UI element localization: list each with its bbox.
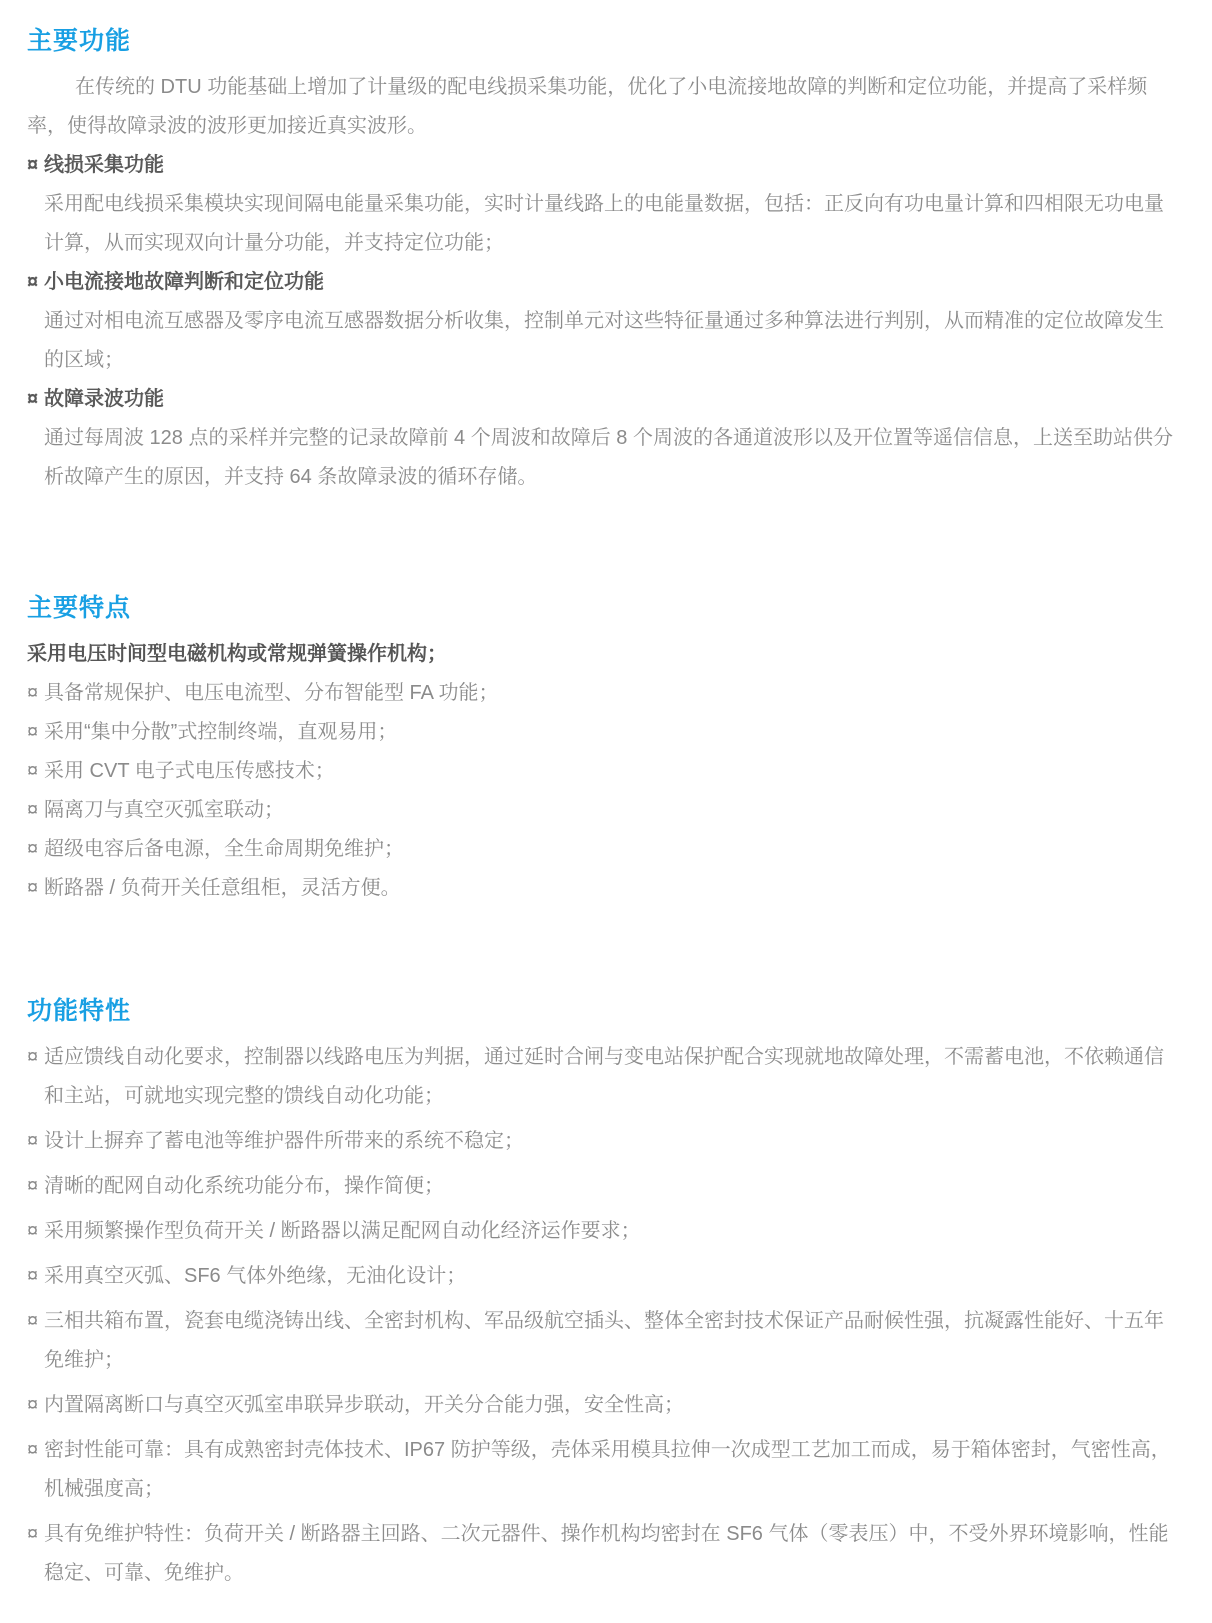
feature-paragraph: 通过每周波 128 点的采样并完整的记录故障前 4 个周波和故障后 8 个周波的各通道波形以及开位置等遥信信息，上送至助站供分析故障产生的原因，并支持 64 条故障录波的循环存储。 xyxy=(44,427,1173,488)
bullet-text: 密封性能可靠：具有成熟密封壳体技术、IP67 防护等级，壳体采用模具拉伸一次成型工艺加工而成，易于箱体密封，气密性高，机械强度高； xyxy=(44,1439,1171,1500)
bullet-item xyxy=(27,752,1182,791)
bullet-marker: ¤ xyxy=(27,388,39,410)
bullet-marker: ¤ xyxy=(27,877,39,899)
bullet-text: 采用 CVT 电子式电压传感技术； xyxy=(44,760,335,782)
bullet-item xyxy=(27,713,1182,752)
bullet-text: 具有免维护特性：负荷开关 / 断路器主回路、二次元器件、操作机构均密封在 SF6 气体（零表压）中，不受外界环境影响，性能稳定、可靠、免维护。 xyxy=(44,1523,1169,1584)
intro-paragraph: 在传统的 DTU 功能基础上增加了计量级的配电线损采集功能，优化了小电流接地故障的判断和定位功能，并提高了采样频率，使得故障录波的波形更加接近真实波形。 xyxy=(27,76,1148,137)
bullet-marker: ¤ xyxy=(27,838,39,860)
feature-subheading-text: 线损采集功能 xyxy=(44,154,164,176)
bullet-marker: ¤ xyxy=(27,1130,39,1152)
bullet-marker: ¤ xyxy=(27,1265,39,1287)
bullet-item xyxy=(27,1212,1182,1251)
bullet-text: 采用真空灭弧、SF6 气体外绝缘，无油化设计； xyxy=(44,1265,467,1287)
bullet-marker: ¤ xyxy=(27,1046,39,1068)
feature-subheading xyxy=(27,380,1182,419)
bullet-text: 三相共箱布置，瓷套电缆浇铸出线、全密封机构、军品级航空插头、整体全密封技术保证产品耐候性强，抗凝露性能好、十五年免维护； xyxy=(44,1310,1164,1371)
feature-subheading-text: 小电流接地故障判断和定位功能 xyxy=(44,271,324,293)
bullet-text: 内置隔离断口与真空灭弧室串联异步联动，开关分合能力强，安全性高； xyxy=(44,1394,684,1416)
bullet-list xyxy=(27,1038,1182,1593)
bullet-text: 具备常规保护、电压电流型、分布智能型 FA 功能； xyxy=(44,682,499,704)
bullet-text: 采用频繁操作型负荷开关 / 断路器以满足配网自动化经济运作要求； xyxy=(44,1220,641,1242)
bullet-text: 适应馈线自动化要求，控制器以线路电压为判据，通过延时合闸与变电站保护配合实现就地故障处理，不需蓄电池，不依赖通信和主站，可就地实现完整的馈线自动化功能； xyxy=(44,1046,1164,1107)
section-title: 功能特性 xyxy=(27,997,132,1025)
bullet-marker: ¤ xyxy=(27,1439,39,1461)
bullet-marker: ¤ xyxy=(27,1394,39,1416)
feature-subheading-text: 故障录波功能 xyxy=(44,388,164,410)
bullet-text: 超级电容后备电源，全生命周期免维护； xyxy=(44,838,404,860)
bullet-text: 设计上摒弃了蓄电池等维护器件所带来的系统不稳定； xyxy=(44,1130,524,1152)
bullet-marker: ¤ xyxy=(27,1220,39,1242)
bullet-marker: ¤ xyxy=(27,154,39,176)
feature-subheading xyxy=(27,263,1182,302)
bullet-marker: ¤ xyxy=(27,799,39,821)
lead-line: 采用电压时间型电磁机构或常规弹簧操作机构； xyxy=(27,643,447,665)
section-main-functions xyxy=(27,26,1182,497)
bullet-marker: ¤ xyxy=(27,1523,39,1545)
bullet-text: 清晰的配网自动化系统功能分布，操作简便； xyxy=(44,1175,444,1197)
bullet-marker: ¤ xyxy=(27,760,39,782)
bullet-marker: ¤ xyxy=(27,721,39,743)
section-main-features xyxy=(27,593,1182,908)
feature-paragraph: 采用配电线损采集模块实现间隔电能量采集功能，实时计量线路上的电能量数据，包括：正反向有功电量计算和四相限无功电量计算，从而实现双向计量分功能，并支持定位功能； xyxy=(44,193,1164,254)
bullet-marker: ¤ xyxy=(27,1310,39,1332)
bullet-marker: ¤ xyxy=(27,682,39,704)
bullet-item xyxy=(27,1431,1182,1509)
bullet-text: 隔离刀与真空灭弧室联动； xyxy=(44,799,284,821)
feature-subheading xyxy=(27,146,1182,185)
bullet-item xyxy=(27,869,1182,908)
section-title: 主要功能 xyxy=(27,27,132,55)
bullet-item xyxy=(27,1167,1182,1206)
bullet-item xyxy=(27,1038,1182,1116)
bullet-item xyxy=(27,1515,1182,1593)
section-title: 主要特点 xyxy=(27,594,132,622)
bullet-item xyxy=(27,1386,1182,1425)
bullet-item xyxy=(27,830,1182,869)
bullet-item xyxy=(27,1122,1182,1161)
feature-paragraph: 通过对相电流互感器及零序电流互感器数据分析收集，控制单元对这些特征量通过多种算法进行判别，从而精准的定位故障发生的区域； xyxy=(44,310,1164,371)
bullet-text: 采用“集中分散”式控制终端，直观易用； xyxy=(44,721,398,743)
bullet-text: 断路器 / 负荷开关任意组柜，灵活方便。 xyxy=(44,877,401,899)
bullet-item xyxy=(27,1302,1182,1380)
bullet-marker: ¤ xyxy=(27,1175,39,1197)
section-function-characteristics xyxy=(27,996,1182,1593)
bullet-item xyxy=(27,1257,1182,1296)
bullet-item xyxy=(27,674,1182,713)
bullet-item xyxy=(27,791,1182,830)
bullet-marker: ¤ xyxy=(27,271,39,293)
